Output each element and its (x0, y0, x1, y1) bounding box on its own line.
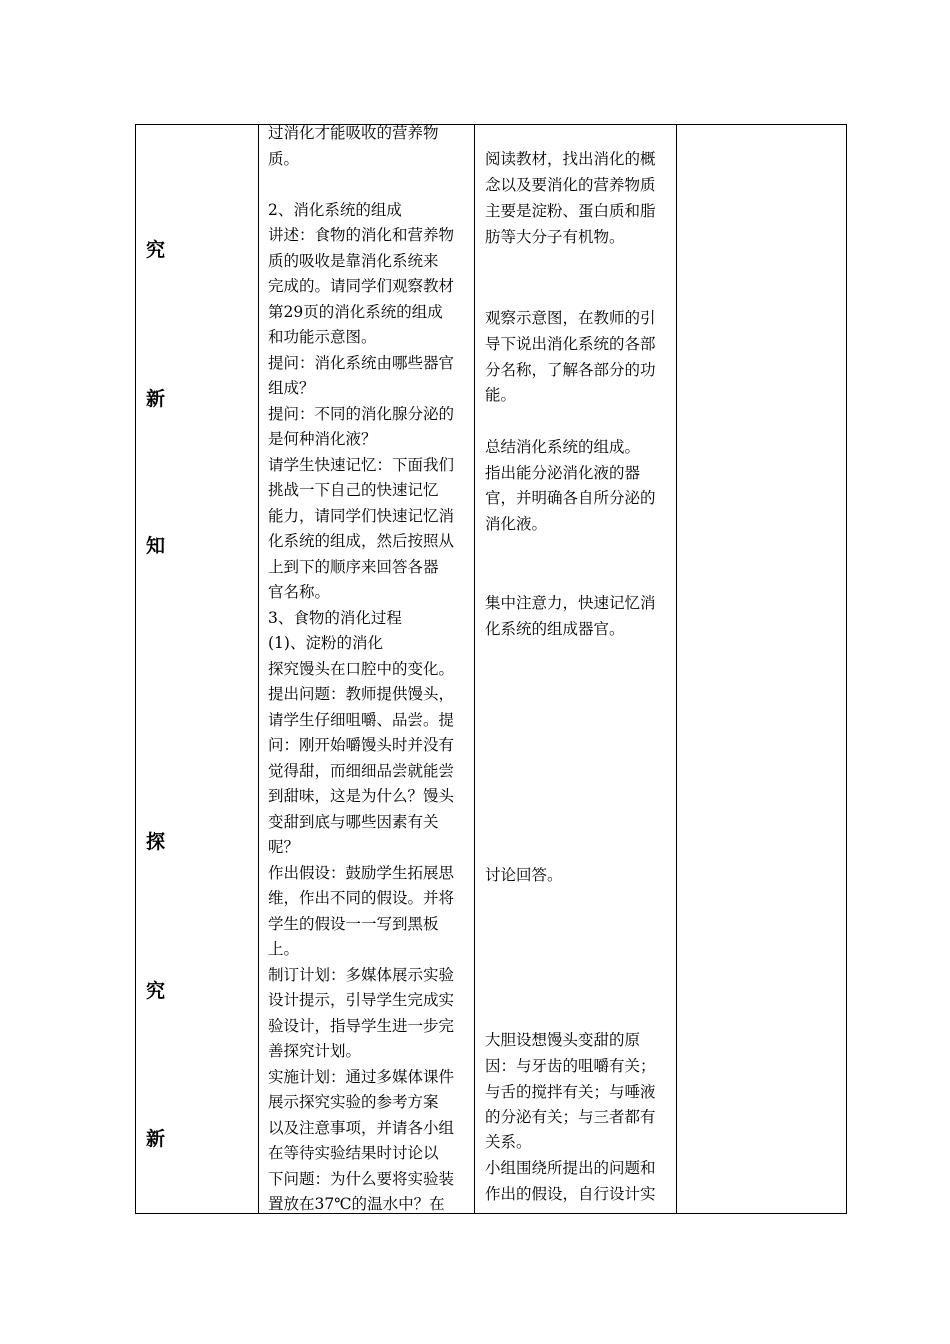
text-line: 提出问题：教师提供馒头， (268, 685, 455, 703)
text-line: 官名称。 (268, 583, 331, 601)
stage-char: 新 (146, 1128, 166, 1150)
text-line: 质的吸收是靠消化系统来 (268, 251, 439, 270)
lesson-table (135, 124, 847, 1214)
column-divider (474, 125, 475, 1213)
blank-line (268, 172, 474, 198)
text-line: 消化液。 (485, 515, 548, 533)
text-line: 下问题：为什么要将实验装 (268, 1169, 455, 1188)
text-line: 请学生快速记忆：下面我们 (268, 455, 455, 474)
text-line: 上。 (268, 940, 300, 958)
text-line: 作出假设：鼓励学生拓展思 (268, 863, 455, 882)
text-line: 善探究计划。 (268, 1042, 362, 1060)
text-line: 与舌的搅拌有关；与唾液 (485, 1083, 656, 1101)
text-line: 维，作出不同的假设。并将 (268, 889, 455, 907)
stage-char: 究 (146, 239, 166, 261)
text-line: 集中注意力，快速记忆消 (485, 594, 656, 612)
text-line: 因：与牙齿的咀嚼有关； (485, 1057, 656, 1075)
text-line: 能力，请同学们快速记忆消 (268, 506, 455, 525)
text-line: 制订计划：多媒体展示实验 (268, 965, 455, 984)
text-line: 化系统的组成器官。 (485, 620, 625, 638)
text-line: 和功能示意图。 (268, 328, 377, 346)
text-line: 以及注意事项，并请各小组 (268, 1118, 455, 1137)
text-line: 验设计，指导学生进一步完 (268, 1016, 455, 1035)
text-line: 化系统的组成，然后按照从 (268, 532, 455, 550)
text-line: 肪等大分子有机物。 (485, 228, 625, 246)
text-line: 大胆设想馒头变甜的原 (485, 1031, 641, 1049)
text-line: 请学生仔细咀嚼、品尝。提 (268, 710, 455, 729)
text-line: 观察示意图，在教师的引 (485, 309, 656, 327)
text-line: 变甜到底与哪些因素有关 (268, 812, 439, 831)
section-heading: 2、消化系统的组成 (268, 200, 402, 219)
text-line: 导下说出消化系统的各部 (485, 335, 656, 353)
text-line: 到甜味，这是为什么？馒头 (268, 787, 455, 805)
text-line: 念以及要消化的营养物质 (485, 176, 656, 194)
text-line: 第29页的消化系统的组成 (268, 302, 443, 321)
stage-char: 究 (146, 980, 166, 1002)
text-line: 呢？ (268, 838, 300, 856)
stage-char: 知 (146, 535, 166, 557)
text-line: 能。 (485, 386, 517, 404)
text-line: 完成的。请同学们观察教材 (268, 277, 455, 295)
stage-char: 新 (146, 388, 166, 410)
text-line: 过消化才能吸收的营养物 (268, 124, 439, 142)
column-divider (676, 125, 677, 1213)
text-line: 分名称，了解各部分的功 (485, 361, 656, 379)
text-line: 的分泌有关；与三者都有 (485, 1108, 656, 1126)
text-line: 探究馒头在口腔中的变化。 (268, 659, 455, 678)
text-line: 官，并明确各自所分泌的 (485, 489, 656, 507)
section-heading: 3、食物的消化过程 (268, 608, 402, 627)
text-line: 组成？ (268, 379, 315, 397)
text-line: 问：刚开始嚼馒头时并没有 (268, 736, 455, 754)
text-line: 提问：不同的消化腺分泌的 (268, 404, 455, 423)
text-line: 作出的假设，自行设计实 (485, 1185, 656, 1203)
text-line: 主要是淀粉、蛋白质和脂 (485, 202, 656, 220)
text-line: 置放在37℃的温水中？在 (268, 1195, 445, 1213)
text-line: 展示探究实验的参考方案 (268, 1093, 439, 1111)
text-line: 设计提示，引导学生完成实 (268, 991, 455, 1009)
text-line: 挑战一下自己的快速记忆 (268, 481, 439, 499)
text-line: 小组围绕所提出的问题和 (485, 1159, 656, 1177)
text-line: 是何种消化液？ (268, 430, 377, 448)
text-line: 讨论回答。 (485, 866, 563, 884)
text-line: 觉得甜，而细细品尝就能尝 (268, 761, 455, 780)
text-line: 讲述：食物的消化和营养物 (268, 226, 455, 244)
text-line: 实施计划：通过多媒体课件 (268, 1067, 455, 1086)
subsection-heading: (1)、淀粉的消化 (268, 634, 383, 652)
text-line: 指出能分泌消化液的器 (485, 464, 641, 482)
text-line: 质。 (268, 149, 300, 168)
text-line: 总结消化系统的组成。 (485, 438, 641, 456)
text-line: 上到下的顺序来回答各器 (268, 557, 439, 576)
text-line: 阅读教材，找出消化的概 (485, 150, 656, 168)
stage-char: 探 (146, 831, 166, 853)
text-line: 在等待实验结果时讨论以 (268, 1144, 439, 1162)
text-line: 关系。 (485, 1133, 532, 1151)
column-divider (258, 125, 259, 1213)
teacher-activity-column (268, 121, 474, 1218)
text-line: 提问：消化系统由哪些器官 (268, 353, 455, 372)
text-line: 学生的假设一一写到黑板 (268, 914, 439, 933)
